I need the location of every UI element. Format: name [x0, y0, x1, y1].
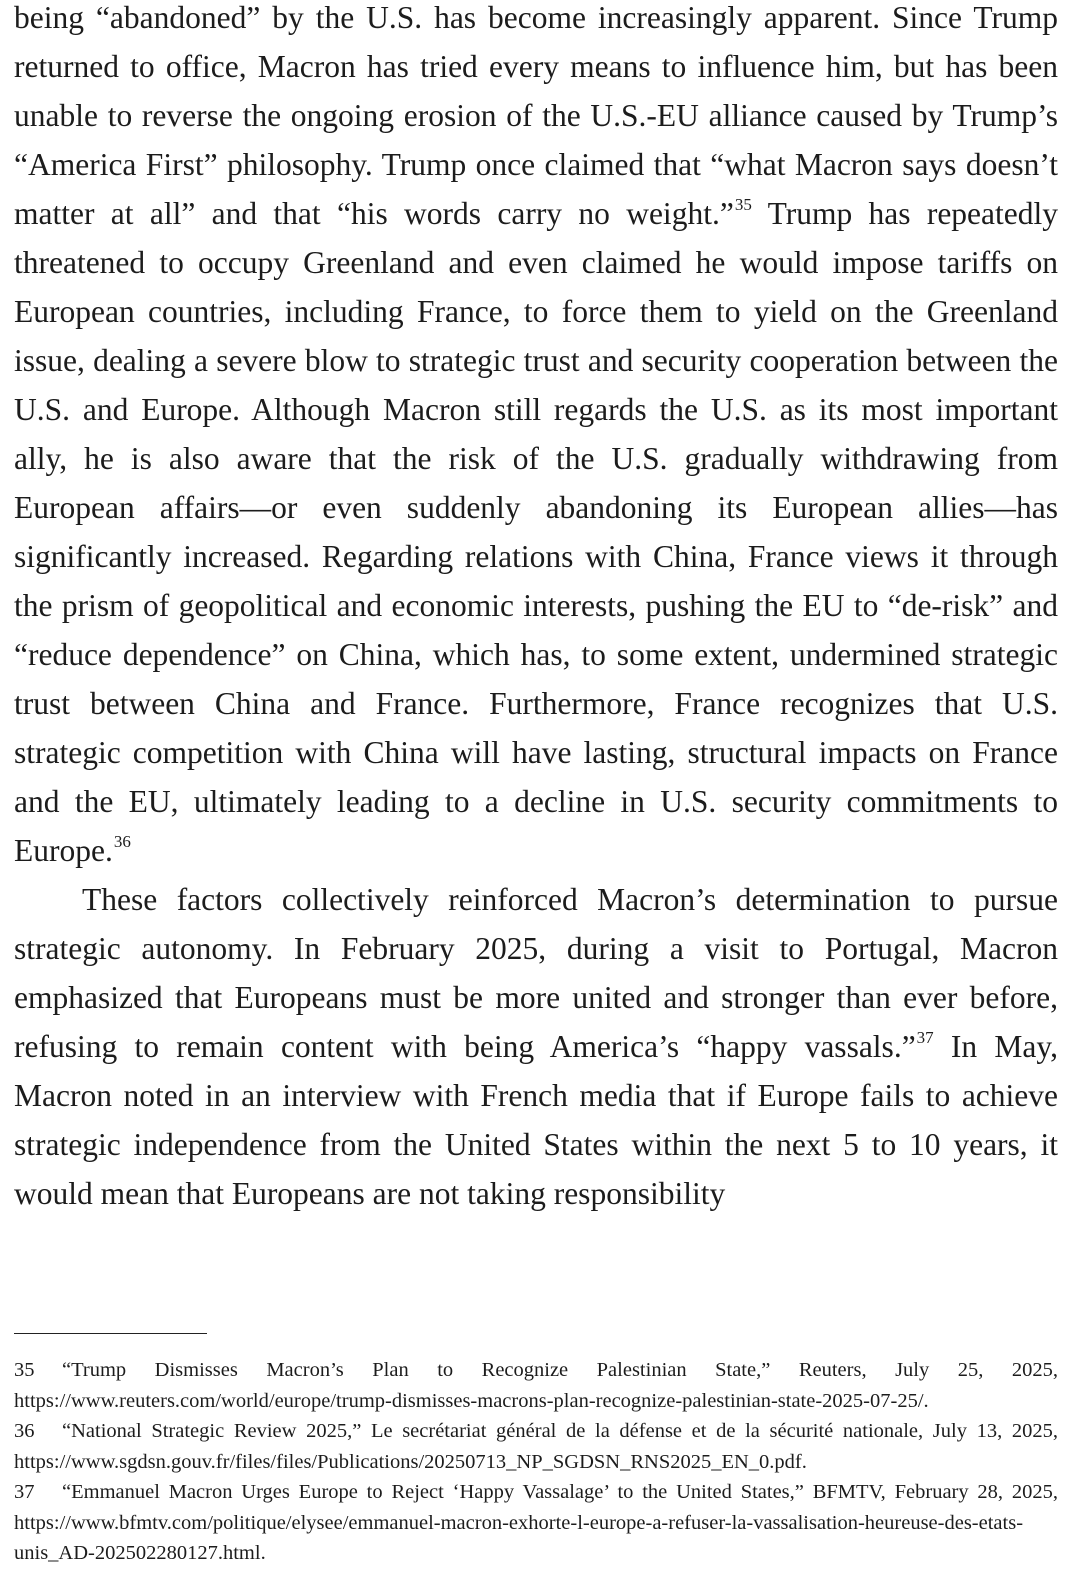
paragraph-strategic-autonomy — [14, 875, 1058, 1218]
paragraph-text: These factors collectively reinforced Macron’s determination to pursue strategic autonomy. In February 2025, during a visit to Portugal, Macron emphasized that Europeans must be more united and stronger than ever before, refusing to remain content with being America’s “happy vassals.” — [14, 882, 1058, 1064]
footnotes — [14, 1355, 1058, 1569]
footnote-ref-36[interactable]: 36 — [113, 832, 131, 851]
footnote-ref-35[interactable]: 35 — [734, 195, 752, 214]
paragraph-text: Trump has repeatedly threatened to occupy Greenland and even claimed he would impose tariffs on European countries, including France, to force them to yield on the Greenland issue, dealing a severe blow to strategic trust and security cooperation between the U.S. and Europe. Although Macron still regards the U.S. as its most important ally, he is also aware that the risk of the U.S. gradually withdrawing from European affairs—or even suddenly abandoning its European allies—has significantly increased. Regarding relations with China, France views it through the prism of geopolitical and economic interests, pushing the EU to “de-risk” and “reduce dependence” on China, which has, to some extent, undermined strategic trust between China and France. Furthermore, France recognizes that U.S. strategic competition with China will have lasting, structural impacts on France and the EU, ultimately leading to a decline in U.S. security commitments to Europe. — [14, 196, 1058, 868]
footnote-separator — [14, 1333, 207, 1334]
footnote-number: 36 — [14, 1420, 35, 1442]
footnote-number: 35 — [14, 1359, 35, 1381]
document-page — [14, 0, 1058, 1218]
footnote-37 — [14, 1477, 1058, 1569]
footnote-text: “Trump Dismisses Macron’s Plan to Recognize Palestinian State,” Reuters, July 25, 2025, https://www.reuters.com/world/europe/trump-dismisses-macrons-plan-recognize-palestinian-state-2025-07-25/. — [14, 1359, 1058, 1412]
footnote-ref-37[interactable]: 37 — [916, 1028, 934, 1047]
body-text — [14, 0, 1058, 1218]
footnote-text: “Emmanuel Macron Urges Europe to Reject ‘Happy Vassalage’ to the United States,” BFMTV, February 28, 2025, https://www.bfmtv.com/politique/elysee/emmanuel-macron-exhorte-l-europe-a-refuser-la-vassalisation-heureuse-des-etats-unis_AD-202502280127.html. — [14, 1481, 1058, 1564]
footnote-35 — [14, 1355, 1058, 1416]
paragraph-text: In May, Macron noted in an interview with French media that if Europe fails to achieve strategic independence from the United States within the next 5 to 10 years, it would mean that Europeans are not taking responsibility — [14, 1029, 1058, 1211]
footnote-36 — [14, 1416, 1058, 1477]
footnote-text: “National Strategic Review 2025,” Le secrétariat général de la défense et de la sécurité nationale, July 13, 2025, https://www.sgdsn.gouv.fr/files/files/Publications/20250713_NP_SGDSN_RNS2025_EN_0.pdf. — [14, 1420, 1058, 1473]
paragraph-text: being “abandoned” by the U.S. has become increasingly apparent. Since Trump returned to office, Macron has tried every means to influence him, but has been unable to reverse the ongoing erosion of the U.S.-EU alliance caused by Trump’s “America First” philosophy. Trump once claimed that “what Macron says doesn’t matter at all” and that “his words carry no weight.” — [14, 0, 1058, 231]
footnote-number: 37 — [14, 1481, 35, 1503]
paragraph-continued — [14, 0, 1058, 875]
